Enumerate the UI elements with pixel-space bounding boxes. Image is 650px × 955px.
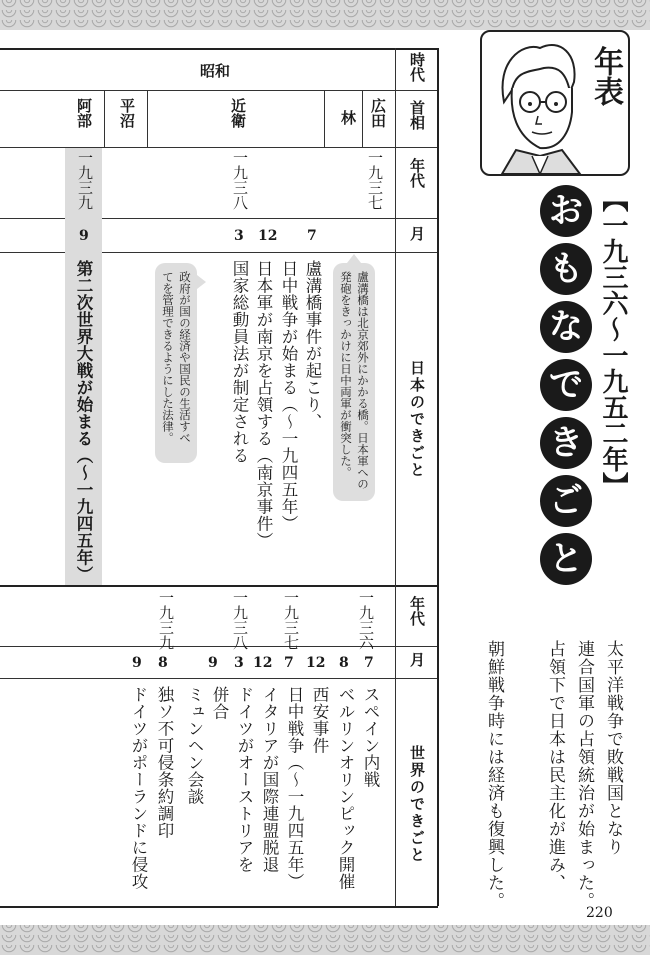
world-event-anschluss-2: 併合 — [210, 686, 229, 720]
world-event-anschluss-1: ドイツがオーストリアを — [235, 686, 254, 873]
note2-pointer — [197, 275, 206, 289]
japan-year-1937: 一九三七 — [366, 150, 384, 210]
world-event-munich-conference: ミュンヘン会談 — [185, 686, 204, 805]
world-month-3: 3 — [234, 655, 244, 671]
note1-pointer — [347, 254, 361, 263]
japan-month-12: 12 — [258, 228, 278, 244]
japan-month-7: 7 — [307, 228, 317, 244]
pm-hayashi: 林 — [339, 110, 357, 125]
header-era: 時代 — [408, 52, 426, 82]
world-event-sino-japanese-war: 日中戦争（〜一九四五年） — [285, 686, 304, 890]
japan-month-9: 9 — [79, 228, 89, 244]
note2-line2: てを管理できるようにした法律。 — [161, 271, 175, 444]
world-event-italy-leaves-league: イタリアが国際連盟脱退 — [260, 686, 279, 873]
world-month-9b: 9 — [132, 655, 142, 671]
header-japan-events: 日本のできごと — [408, 360, 426, 479]
note1-line2: 発砲をきっかけに日中両軍が衝突した。 — [339, 271, 353, 478]
japan-event-wwii: 第二次世界大戦が始まる（〜一九四五年） — [74, 260, 93, 583]
pm-divider-1 — [362, 90, 363, 147]
note2-line1: 政府が国の経済や国民の生活すべ — [178, 271, 192, 444]
japan-year-1939: 一九三九 — [76, 150, 94, 210]
title-char-7: と — [540, 533, 592, 585]
page-number: 220 — [586, 905, 613, 921]
world-month-9a: 9 — [208, 655, 218, 671]
world-event-invasion-of-poland: ドイツがポーランドに侵攻 — [129, 686, 148, 890]
table-right-border — [437, 48, 439, 906]
summary-line-2: 連合国軍の占領統治が始まった。 — [574, 640, 594, 910]
era-row-divider — [0, 90, 438, 91]
title-char-4: で — [540, 359, 592, 411]
pm-divider-2 — [324, 90, 325, 147]
title-char-1: お — [540, 185, 592, 237]
pm-divider-4 — [104, 90, 105, 147]
world-year-1936: 一九三六 — [357, 590, 375, 650]
world-month-row-divider — [0, 678, 438, 679]
era-name: 昭和 — [200, 62, 231, 80]
header-pm: 首相 — [408, 100, 426, 130]
summary-line-1: 太平洋戦争で敗戦国となり — [603, 640, 623, 856]
world-year-1939: 一九三九 — [157, 590, 175, 650]
bottom-pattern-band — [0, 925, 650, 955]
pm-abe: 阿部 — [75, 98, 93, 128]
table-bottom-border — [0, 906, 438, 908]
header-world-month: 月 — [408, 652, 426, 667]
pm-hirota: 広田 — [369, 98, 387, 128]
title-char-3: な — [540, 301, 592, 353]
world-year-1937: 一九三七 — [282, 590, 300, 650]
title-char-2: も — [540, 243, 592, 295]
world-event-molotov-ribbentrop: 独ソ不可侵条約調印 — [155, 686, 174, 839]
note1-line1: 盧溝橋は北京郊外にかかる橋。日本軍への — [356, 271, 370, 490]
pm-divider-3 — [147, 90, 148, 147]
header-japan-year: 年代 — [408, 158, 426, 188]
pm-konoe: 近衛 — [229, 98, 247, 128]
world-month-8a: 8 — [339, 655, 349, 671]
header-column-divider — [395, 48, 396, 906]
world-month-12a: 12 — [306, 655, 326, 671]
world-event-berlin-olympics: ベルリンオリンピック開催 — [336, 686, 355, 890]
world-month-8b: 8 — [158, 655, 168, 671]
title-char-5: き — [540, 417, 592, 469]
character-portrait — [480, 30, 630, 176]
japan-event-nanjing: 日本軍が南京を占領する（南京事件） — [254, 260, 273, 549]
table-top-border — [0, 48, 438, 50]
header-japan-month: 月 — [408, 226, 426, 241]
note-mobilization-law — [155, 263, 197, 463]
title-char-6: ご — [540, 475, 592, 527]
japan-year-1938: 一九三八 — [231, 150, 249, 210]
world-event-spanish-civil-war: スペイン内戦 — [361, 686, 380, 788]
period-range-title: 【一九三六〜一九五二年】 — [598, 186, 628, 498]
world-event-xian-incident: 西安事件 — [310, 686, 329, 754]
pm-hiranuma: 平沼 — [118, 98, 136, 128]
japan-world-divider — [0, 585, 438, 587]
world-month-12b: 12 — [253, 655, 273, 671]
world-year-1938: 一九三八 — [231, 590, 249, 650]
summary-line-4: 朝鮮戦争時には経済も復興した。 — [484, 640, 504, 910]
japan-event-mobilization-law: 国家総動員法が制定される — [230, 260, 249, 464]
japan-event-marco-polo-bridge: 盧溝橋事件が起こり、 — [303, 260, 322, 430]
summary-line-3: 占領下で日本は民主化が進み、 — [545, 640, 565, 892]
note-marco-polo-bridge — [333, 263, 375, 501]
world-month-7a: 7 — [364, 655, 374, 671]
japan-month-3: 3 — [234, 228, 244, 244]
japan-event-sino-japanese-war: 日中戦争が始まる（〜一九四五年） — [279, 260, 298, 532]
header-world-year: 年代 — [408, 596, 426, 626]
world-month-7b: 7 — [284, 655, 294, 671]
header-world-events: 世界のできごと — [408, 745, 426, 864]
top-pattern-band — [0, 0, 650, 30]
chronology-badge: 年表 — [588, 46, 623, 106]
